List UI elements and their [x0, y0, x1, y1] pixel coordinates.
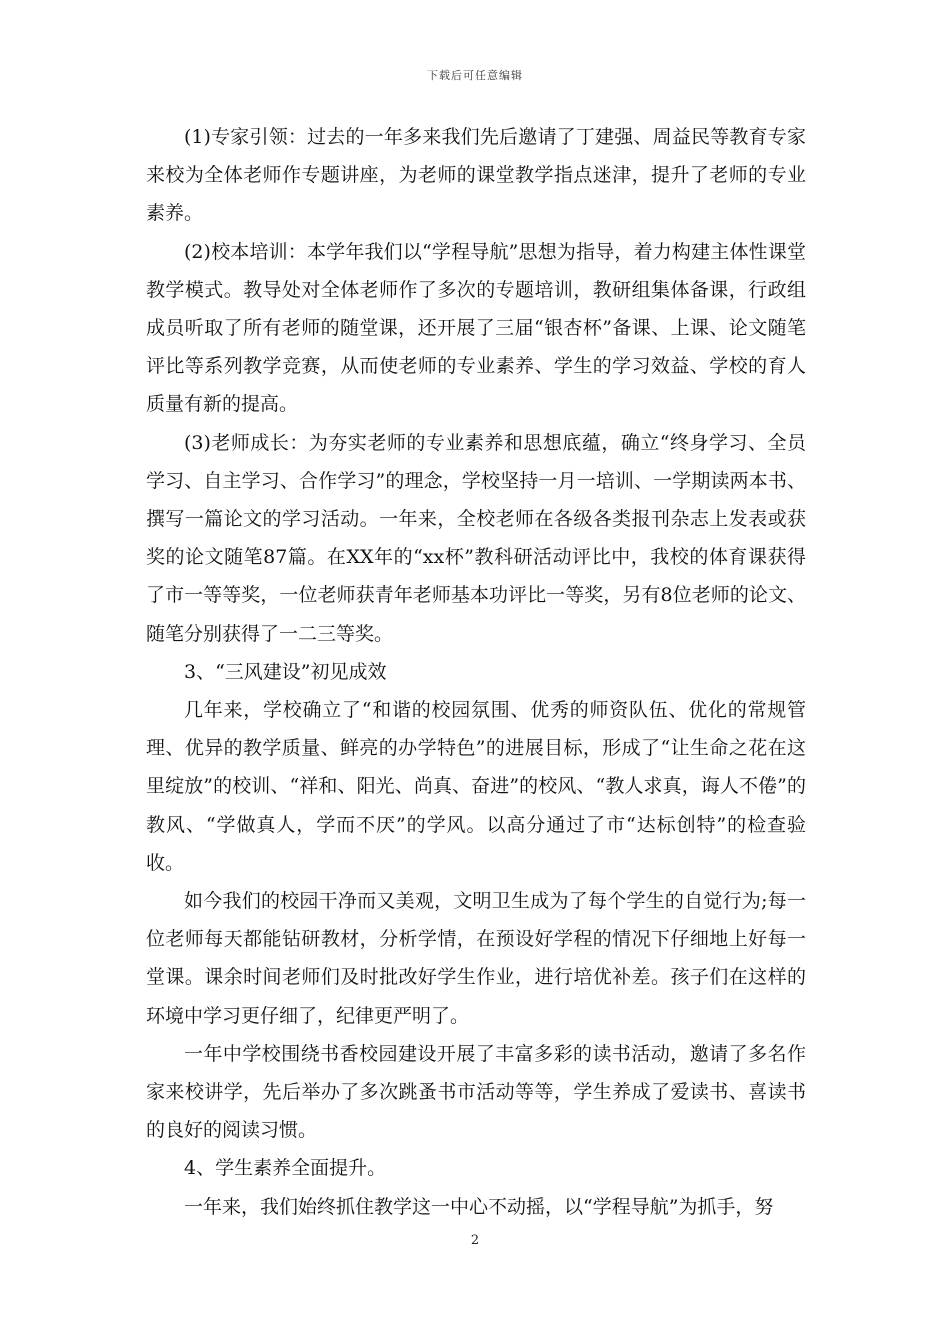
paragraph-teacher-growth: (3)老师成长：为夯实老师的专业素养和思想底蕴，确立“终身学习、全员学习、自主学习、合作学习”的理念，学校坚持一月一培训、一学期读两本书、撰写一篇论文的学习活动。一年来，全校老师在各级各类报刊杂志上发表或获奖的论文随笔87篇。在XX年的“xx杯”教科研活动评比中，我校的体育课获得了市一等等奖，一位老师获青年老师基本功评比一等奖，另有8位老师的论文、随笔分别获得了一二三等奖。: [146, 431, 806, 645]
page-number: 2: [470, 1233, 480, 1248]
section-heading-student-quality: 4、学生素养全面提升。: [184, 1157, 387, 1180]
paragraph-reading-activities: 一年中学校围绕书香校园建设开展了丰富多彩的读书活动，邀请了多名作家来校讲学，先后举办了多次跳蚤书市活动等等，学生养成了爱读书、喜读书的良好的阅读习惯。: [146, 1042, 806, 1142]
section-heading-three-styles: 3、“三风建设”初见成效: [184, 660, 387, 683]
paragraph-school-training: (2)校本培训：本学年我们以“学程导航”思想为指导，着力构建主体性课堂教学模式。教导处对全体老师作了多次的专题培训，教研组集体备课，行政组成员听取了所有老师的随堂课，还开展了三届“银杏杯”备课、上课、论文随笔评比等系列教学竞赛，从而使老师的专业素养、学生的学习效益、学校的育人质量有新的提高。: [146, 240, 806, 416]
paragraph-teaching-focus: 一年来，我们始终抓住教学这一中心不动摇，以“学程导航”为抓手，努: [184, 1195, 774, 1218]
page-header: 下载后可任意编辑: [427, 69, 523, 82]
paragraph-school-goals: 几年来，学校确立了“和谐的校园氛围、优秀的师资队伍、优化的常规管理、优异的教学质量、鲜亮的办学特色”的进展目标，形成了“让生命之花在这里绽放”的校训、“祥和、阳光、尚真、奋进”的校风、“教人求真，诲人不倦”的教风、“学做真人，学而不厌”的学风。以高分通过了市“达标创特”的检查验收。: [146, 699, 806, 874]
paragraph-campus-now: 如今我们的校园干净而又美观，文明卫生成为了每个学生的自觉行为;每一位老师每天都能钻研教材，分析学情，在预设好学程的情况下仔细地上好每一堂课。课余时间老师们及时批改好学生作业，进行培优补差。孩子们在这样的环境中学习更仔细了，纪律更严明了。: [146, 890, 806, 1027]
paragraph-expert-guidance: (1)专家引领：过去的一年多来我们先后邀请了丁建强、周益民等教育专家来校为全体老师作专题讲座，为老师的课堂教学指点迷津，提升了老师的专业素养。: [146, 126, 806, 225]
document-body: [146, 118, 806, 1226]
